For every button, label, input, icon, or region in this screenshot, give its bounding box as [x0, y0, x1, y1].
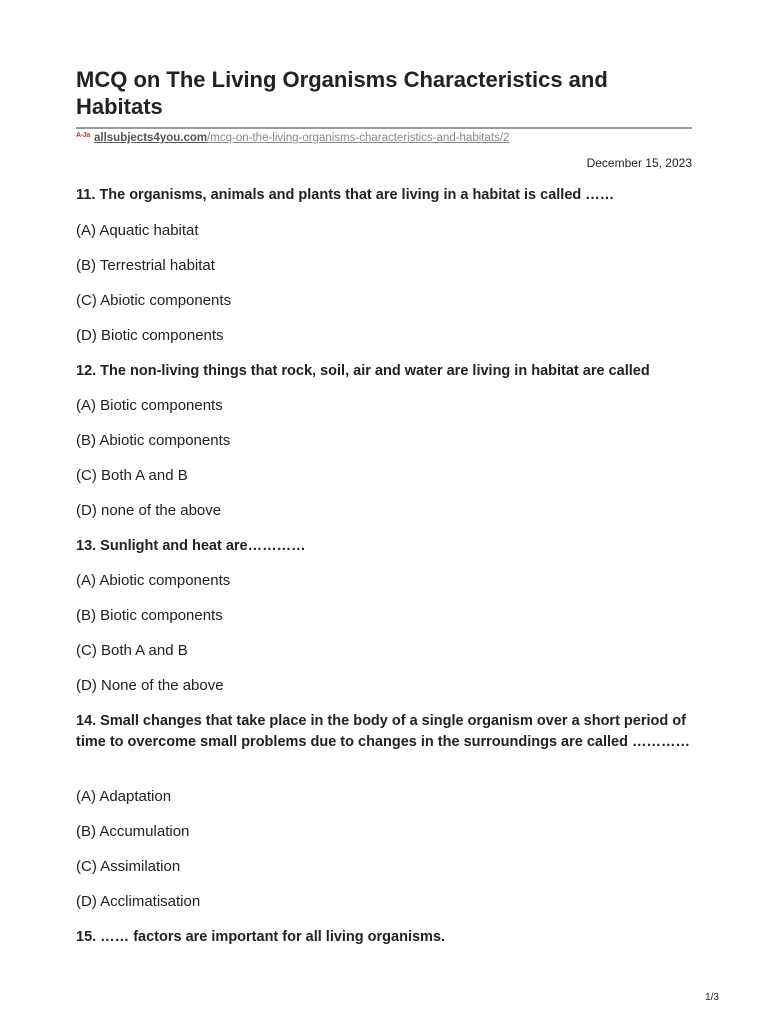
option-13-c: (C) Both A and B	[76, 642, 188, 659]
title-divider	[76, 127, 692, 129]
page-indicator: 1/3	[705, 992, 719, 1003]
question-12: 12. The non-living things that rock, soil, air and water are living in habitat are called	[76, 363, 650, 379]
option-11-c: (C) Abiotic components	[76, 292, 232, 309]
source-path-link[interactable]: /mcq-on-the-living-organisms-characteristics-and-habitats/2	[207, 132, 510, 144]
option-11-b: (B) Terrestrial habitat	[76, 257, 215, 274]
publish-date: December 15, 2023	[586, 156, 692, 170]
option-12-c: (C) Both A and B	[76, 467, 188, 484]
option-13-d: (D) None of the above	[76, 677, 224, 694]
option-13-b: (B) Biotic components	[76, 607, 223, 624]
option-12-b: (B) Abiotic components	[76, 432, 231, 449]
question-15: 15. …… factors are important for all living organisms.	[76, 929, 446, 945]
source-line	[76, 132, 509, 144]
question-13: 13. Sunlight and heat are…………	[76, 538, 306, 554]
source-domain-link[interactable]: allsubjects4you.com	[93, 132, 208, 144]
page-title: MCQ on The Living Organisms Characteristics and Habitats	[76, 67, 608, 119]
option-14-c: (C) Assimilation	[76, 858, 181, 875]
option-14-b: (B) Accumulation	[76, 823, 190, 840]
option-11-d: (D) Biotic components	[76, 327, 224, 344]
site-logo-icon: A-Ja	[76, 132, 90, 139]
option-12-d: (D) none of the above	[76, 502, 222, 519]
option-14-d: (D) Acclimatisation	[76, 893, 201, 910]
option-14-a: (A) Adaptation	[76, 788, 172, 805]
option-12-a: (A) Biotic components	[76, 397, 223, 414]
option-13-a: (A) Abiotic components	[76, 572, 231, 589]
question-14: 14. Small changes that take place in the body of a single organism over a short period of time to overcome small problems due to changes in the surroundings are called …………	[76, 713, 690, 750]
question-11: 11. The organisms, animals and plants that are living in a habitat is called ……	[76, 187, 615, 203]
option-11-a: (A) Aquatic habitat	[76, 222, 199, 239]
